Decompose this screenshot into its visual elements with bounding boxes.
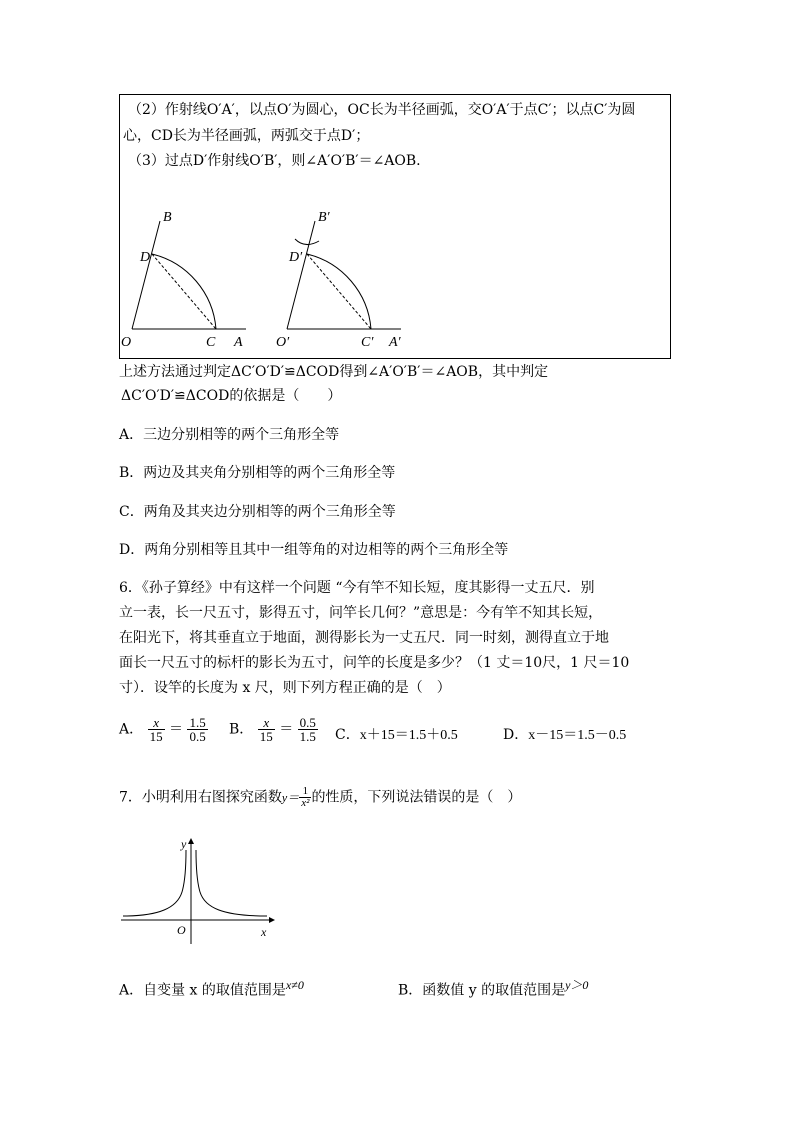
ray-ob xyxy=(132,221,160,329)
q5-option-c[interactable]: C．两角及其夹边分别相等的两个三角形全等 xyxy=(119,504,396,520)
box-line-2: 心，CD长为半径画弧，两弧交于点D′； xyxy=(123,128,370,144)
q6-option-a[interactable] xyxy=(119,716,208,743)
figure-angle-a1o1b1 xyxy=(275,205,415,355)
q5-stem-line-1: 上述方法通过判定ΔC′O′D′≌ΔCOD得到∠A′O′B′＝∠AOB，其中判定 xyxy=(119,364,549,380)
q7-option-b[interactable] xyxy=(398,975,588,1001)
graph-y-equals-1-over-x-squared xyxy=(119,836,279,946)
label-b1: B′ xyxy=(318,210,330,225)
ray-o1b1 xyxy=(287,221,315,329)
fraction-1-over-x-squared xyxy=(299,786,311,809)
q6-line-3: 在阳光下，将其垂直立于地面，测得影长为一丈五尺．同一时刻，测得直立于地 xyxy=(119,630,609,646)
frac-den: 15 xyxy=(149,729,163,744)
fraction-x-over-15 xyxy=(258,716,275,743)
frac-num: x xyxy=(258,716,275,730)
q6-option-c[interactable] xyxy=(335,724,458,744)
label-o: O xyxy=(121,335,132,350)
curve-left-branch xyxy=(123,850,186,916)
q6-line-1: 6．《孙子算经》中有这样一个问题 “今有竿不知长短，度其影得一丈五尺．别 xyxy=(119,580,595,596)
q5-stem-line-2: ΔC′O′D′≌ΔCOD的依据是（ ） xyxy=(121,388,342,404)
label-a1: A′ xyxy=(389,335,401,350)
q6-option-c-label: C． xyxy=(335,727,360,743)
fraction-0-5-over-1-5 xyxy=(298,716,318,743)
segment-cd xyxy=(152,254,216,329)
frac-den: 15 xyxy=(259,729,273,744)
q7-option-a-text: A．自变量 x 的取值范围是 xyxy=(119,982,286,999)
q7-option-b-text: B．函数值 y 的取值范围是 xyxy=(398,982,566,999)
frac-num: 1 xyxy=(299,786,311,798)
frac-num: 0.5 xyxy=(299,715,316,730)
figure-angle-aob xyxy=(120,205,260,355)
fraction-x-over-15 xyxy=(148,716,165,743)
graph-label-y: y xyxy=(181,837,187,851)
label-b: B xyxy=(163,210,172,225)
q6-option-c-expr: x＋15＝1.5＋0.5 xyxy=(359,728,458,743)
q6-line-2: 立一表，长一尺五寸，影得五寸，问竿长几何？”意思是：今有竿不知其长短， xyxy=(119,605,603,621)
label-o1: O′ xyxy=(276,335,290,350)
equals-sign: ＝ xyxy=(169,722,184,738)
box-line-3: （3）过点D′作射线O′B′，则∠A′O′B′＝∠AOB. xyxy=(128,153,421,169)
q5-option-a[interactable]: A．三边分别相等的两个三角形全等 xyxy=(119,427,340,443)
arc-intersect-d1 xyxy=(295,239,319,245)
label-d1: D′ xyxy=(289,250,303,265)
label-d: D xyxy=(140,250,151,265)
q7-prefix: 7．小明利用右图探究函数 xyxy=(119,789,282,806)
q6-option-d-expr: x－15＝1.5－0.5 xyxy=(528,728,627,743)
label-a: A xyxy=(234,335,243,350)
graph-label-x: x xyxy=(261,925,267,939)
frac-den: 0.5 xyxy=(189,729,206,744)
fraction-1-5-over-0-5 xyxy=(187,716,207,743)
x-axis-arrow-icon xyxy=(269,917,275,923)
q6-line-5: 寸）．设竿的长度为 x 尺，则下列方程正确的是（ ） xyxy=(119,680,451,696)
frac-num: 1.5 xyxy=(189,715,206,730)
q7-option-a[interactable] xyxy=(119,975,304,1001)
q7-option-b-math: y＞0 xyxy=(565,978,589,992)
box-line-1: （2）作射线O′A′，以点O′为圆心，OC长为半径画弧，交O′A′于点C′；以点C′为圆 xyxy=(128,102,636,118)
q6-option-b-label: B． xyxy=(229,721,254,738)
q7-suffix: 的性质，下列说法错误的是（ ） xyxy=(311,789,522,806)
label-c1: C′ xyxy=(361,335,374,350)
equals-sign: ＝ xyxy=(279,722,294,738)
arc-c1d1 xyxy=(307,254,371,329)
construction-box xyxy=(119,94,671,359)
q6-option-a-label: A． xyxy=(119,721,144,738)
q6-line-4: 面长一尺五寸的标杆的影长为五寸，问竿的长度是多少？（1 丈＝10尺，1 尺＝10 xyxy=(119,655,630,671)
q7-func-lhs: y＝ xyxy=(281,790,300,805)
frac-num: x xyxy=(148,716,165,730)
arc-cd xyxy=(152,254,216,329)
q7-option-a-math: x≠0 xyxy=(285,978,304,992)
q6-option-d-label: D． xyxy=(503,727,529,743)
curve-right-branch xyxy=(196,850,267,916)
q5-option-d[interactable]: D．两角分别相等且其中一组等角的对边相等的两个三角形全等 xyxy=(119,542,509,558)
q6-option-b[interactable] xyxy=(229,716,318,743)
q5-option-b[interactable]: B．两边及其夹角分别相等的两个三角形全等 xyxy=(119,465,396,481)
frac-den: x² xyxy=(301,797,310,809)
label-c: C xyxy=(206,335,216,350)
y-axis-arrow-icon xyxy=(188,838,194,844)
q7-stem xyxy=(119,786,521,809)
segment-c1d1 xyxy=(307,254,371,329)
q6-option-d[interactable] xyxy=(503,724,626,744)
graph-label-o: O xyxy=(177,923,186,937)
frac-den: 1.5 xyxy=(299,729,316,744)
